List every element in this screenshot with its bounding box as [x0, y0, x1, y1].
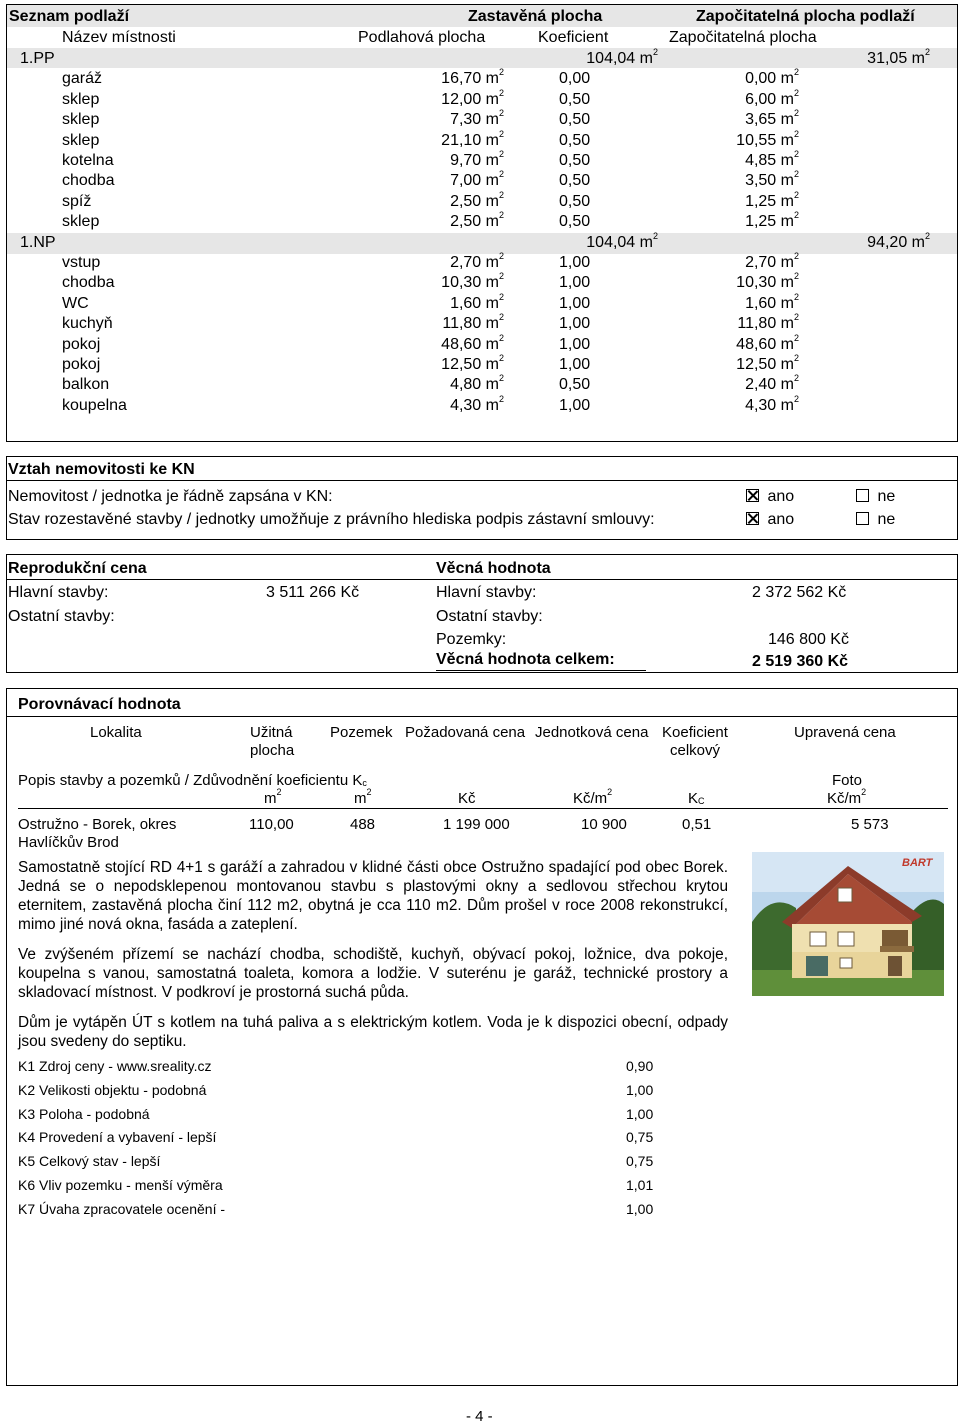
total-underline [436, 670, 646, 671]
description-paragraph-2: Ve zvýšeném přízemí se nachází chodba, schodiště, kuchyň, obývací pokoj, ložnice, dva pokoje, koupelna s vanou, samostatná toaleta, komora a lodžie. V suterénu je garáž, technické prostory a skladovací místnost. V podkroví je prostorná suchá půda. [18, 946, 728, 1001]
coefficient-value: 1,00 [626, 1105, 654, 1122]
room-name: chodba [62, 274, 115, 292]
room-name: vstup [62, 254, 101, 271]
entry-locality-2: Havlíčkův Brod [18, 834, 119, 851]
room-floor-area: 9,70 $m^2$ [450, 149, 504, 169]
room-coefficient: 1,00 [559, 274, 591, 292]
coefficient-value: 0,90 [626, 1058, 654, 1074]
col-countable-area-header: Započitatelná plocha [669, 29, 817, 46]
room-coefficient: 0,50 [559, 213, 591, 231]
room-countable-area: 1,25 $m^2$ [745, 210, 799, 231]
comparison-title: Porovnávací hodnota [18, 696, 181, 713]
room-countable-area: 2,70 $m^2$ [745, 251, 799, 271]
description-paragraph-3: Dům je vytápěn ÚT s kotlem na tuhá paliva a s elektrickým kotlem. Voda je k dispozici obecní, odpady jsou svedeny do septiku. [18, 1014, 728, 1050]
coefficient-label: K7 Úvaha zpracovatele ocenění - [18, 1200, 226, 1217]
values-title-rule [7, 579, 957, 580]
kn-title: Vztah nemovitosti ke KN [8, 461, 195, 478]
countable-area-floors-header: Započitatelná plocha podlaží [696, 8, 915, 25]
room-coefficient: 0,50 [559, 152, 591, 169]
room-countable-area: 11,80 $m^2$ [737, 312, 799, 333]
room-floor-area: 11,80 $m^2$ [442, 312, 504, 333]
room-coefficient: 0,00 [559, 70, 591, 88]
room-coefficient: 1,00 [559, 315, 591, 333]
hdr-coef-1: Koeficient [662, 724, 728, 741]
entry-unit: 10 900 [581, 816, 627, 833]
room-name: chodba [62, 172, 115, 190]
sub-unit-adj: $Kč/m^2$ [827, 787, 867, 807]
room-name: koupelna [62, 396, 127, 414]
reproduction-title: Reprodukční cena [8, 560, 147, 577]
coefficient-value: 0,75 [626, 1129, 654, 1146]
room-countable-area: 3,65 $m^2$ [745, 108, 799, 129]
room-countable-area: 10,55 $m^2$ [736, 128, 799, 149]
land-value: 146 800 Kč [768, 631, 849, 648]
room-coefficient: 1,00 [559, 396, 591, 414]
coefficient-label: K4 Provedení a vybavení - lepší [18, 1129, 217, 1146]
room-floor-area: 21,10 $m^2$ [441, 128, 504, 149]
hdr-unit-price: Jednotková cena [535, 724, 649, 741]
coefficient-label: K6 Vliv pozemku - menší výměra [18, 1177, 223, 1193]
room-name: sklep [62, 90, 100, 108]
entry-usable: 110,00 [249, 816, 294, 833]
room-coefficient: 0,50 [559, 111, 591, 129]
material-value-title: Věcná hodnota [436, 560, 551, 577]
kn-yes-label-1: ano [767, 488, 795, 505]
floor-name: 1.NP [20, 233, 56, 251]
room-coefficient: 1,00 [559, 335, 591, 353]
material-main-value: 2 372 562 Kč [752, 584, 847, 601]
house-photo [752, 852, 944, 996]
room-countable-area: 1,60 $m^2$ [745, 291, 799, 312]
room-countable-area: 48,60 $m^2$ [736, 332, 799, 353]
kn-no-option-1[interactable] [856, 489, 895, 505]
description-paragraph-1: Samostatně stojící RD 4+1 s garáží a zahradou v klidné části obce Ostružno spadající pod obec Borek. Jedná se o nepodsklepenou montovanou stavbu s plastovými okny a sedlovou střechou krytou eternitem, zastavěná plocha činí 112 m2, obytná je cca 110 m2. Dům prošel v roce 2008 rekonstrukcí, mimo jiné nová okna, fasáda a zateplení. [18, 859, 728, 933]
floor-1pp-shade [7, 48, 957, 68]
hdr-usable-1: Užitná [250, 724, 293, 741]
room-name: sklep [62, 111, 100, 129]
reproduction-other-label: Ostatní stavby: [8, 608, 115, 625]
sub-unit-kcm: $Kč/m^2$ [573, 787, 613, 807]
room-coefficient: 0,50 [559, 90, 591, 108]
room-name: pokoj [62, 335, 101, 353]
photo-logo: BART [902, 857, 933, 869]
entry-locality-1: Ostružno - Borek, okres [18, 816, 177, 833]
sub-unit-m: $m^2$ [264, 787, 282, 807]
col-room-header: Název místnosti [62, 29, 176, 46]
room-floor-area: 16,70 $m^2$ [441, 67, 504, 88]
checkbox-empty-icon[interactable] [856, 512, 869, 525]
col-floor-area-header: Podlahová plocha [358, 29, 486, 46]
hdr-usable-2: plocha [250, 742, 295, 759]
kn-title-rule [7, 480, 957, 481]
checkbox-checked-icon[interactable] [746, 512, 759, 525]
material-other-label: Ostatní stavby: [436, 608, 543, 625]
room-floor-area: 4,80 $m^2$ [450, 373, 504, 394]
floor-countable-area: 31,05 $m^2$ [867, 47, 930, 67]
sub-description: Popis stavby a pozemků / Zdůvodnění koeficientu Kc [18, 772, 367, 789]
room-coefficient: 0,50 [559, 192, 591, 210]
coefficient-label: K5 Celkový stav - lepší [18, 1153, 161, 1170]
sub-unit-k: KC [688, 790, 705, 807]
land-label: Pozemky: [436, 631, 507, 648]
sub-unit-kc: Kč [458, 790, 476, 807]
room-countable-area: 2,40 $m^2$ [745, 373, 799, 394]
material-total-label: Věcná hodnota celkem: [436, 651, 615, 668]
room-floor-area: 12,50 $m^2$ [441, 353, 504, 373]
coefficient-label: K3 Poloha - podobná [18, 1105, 150, 1122]
room-name: sklep [62, 213, 100, 231]
page-number: - 4 - [466, 1408, 493, 1425]
hdr-locality: Lokalita [90, 724, 142, 741]
floor-name: 1.PP [20, 50, 55, 67]
built-area-header: Zastavěná plocha [468, 8, 603, 25]
room-floor-area: 4,30 $m^2$ [450, 393, 504, 414]
room-countable-area: 12,50 $m^2$ [736, 353, 799, 373]
room-floor-area: 48,60 $m^2$ [441, 332, 504, 353]
entry-asked: 1 199 000 [443, 816, 510, 833]
room-countable-area: 10,30 $m^2$ [736, 271, 799, 292]
kn-no-label-2: ne [877, 511, 896, 528]
room-coefficient: 1,00 [559, 254, 591, 271]
coefficient-value: 1,00 [626, 1081, 654, 1098]
room-name: kotelna [62, 152, 114, 169]
checkbox-empty-icon[interactable] [856, 489, 869, 502]
kn-yes-option-2[interactable] [746, 512, 794, 528]
room-floor-area: 2,70 $m^2$ [450, 251, 504, 271]
kn-question-2: Stav rozestavěné stavby / jednotky umožňuje z právního hlediska podpis zástavní smlouvy: [8, 511, 655, 528]
room-name: balkon [62, 376, 110, 394]
material-main-label: Hlavní stavby: [436, 584, 537, 601]
coefficient-label: K2 Velikosti objektu - podobná [18, 1081, 207, 1098]
room-coefficient: 1,00 [559, 294, 591, 312]
entry-land: 488 [350, 816, 376, 833]
hdr-coef-2: celkový [670, 742, 721, 759]
col-coefficient-header: Koeficient [538, 29, 609, 46]
room-name: kuchyň [62, 315, 113, 333]
room-name: sklep [62, 131, 100, 149]
kn-yes-option-1[interactable] [746, 489, 794, 505]
room-coefficient: 0,50 [559, 172, 591, 190]
room-countable-area: 1,25 $m^2$ [745, 189, 799, 210]
entry-coef: 0,51 [682, 816, 712, 833]
floor-1np-shade [7, 230, 957, 254]
kn-yes-label-2: ano [767, 511, 795, 528]
checkbox-checked-icon[interactable] [746, 489, 759, 502]
floor-built-area: 104,04 $m^2$ [586, 47, 658, 67]
comparison-sub-rule [18, 808, 948, 809]
coefficient-value: 1,01 [626, 1177, 654, 1193]
hdr-asked-price: Požadovaná cena [405, 724, 526, 741]
room-floor-area: 12,00 $m^2$ [441, 87, 504, 108]
material-total-value: 2 519 360 Kč [752, 653, 849, 670]
room-countable-area: 3,50 $m^2$ [745, 169, 799, 190]
room-floor-area: 1,60 $m^2$ [450, 291, 504, 312]
room-name: pokoj [62, 356, 101, 373]
room-floor-area: 2,50 $m^2$ [450, 210, 504, 231]
room-name: WC [62, 294, 89, 312]
sub-photo: Foto [832, 772, 863, 789]
coefficient-label: K1 Zdroj ceny - www.sreality.cz [18, 1058, 212, 1074]
room-coefficient: 1,00 [559, 356, 591, 373]
floor-countable-area: 94,20 $m^2$ [867, 230, 930, 251]
entry-adjusted: 5 573 [851, 816, 889, 833]
room-countable-area: 4,85 $m^2$ [745, 149, 799, 169]
room-coefficient: 0,50 [559, 131, 591, 149]
room-floor-area: 7,30 $m^2$ [450, 108, 504, 129]
room-countable-area: 6,00 $m^2$ [745, 87, 799, 108]
coefficient-value: 1,00 [626, 1200, 654, 1217]
room-floor-area: 10,30 $m^2$ [441, 271, 504, 292]
floors-title: Seznam podlaží [9, 8, 130, 25]
kn-no-option-2[interactable] [856, 512, 895, 528]
kn-no-label-1: ne [877, 488, 896, 505]
room-coefficient: 0,50 [559, 376, 591, 394]
sub-unit-m2: $m^2$ [354, 787, 372, 807]
house-illustration [752, 852, 944, 996]
kn-question-1: Nemovitost / jednotka je řádně zapsána v KN: [8, 488, 333, 505]
reproduction-main-label: Hlavní stavby: [8, 584, 109, 601]
room-name: garáž [62, 70, 103, 88]
room-floor-area: 2,50 $m^2$ [450, 189, 504, 210]
reproduction-main-value: 3 511 266 Kč [266, 584, 360, 601]
comparison-title-rule [7, 716, 957, 717]
room-name: spíž [62, 192, 92, 210]
room-countable-area: 4,30 $m^2$ [745, 393, 799, 414]
room-countable-area: 0,00 $m^2$ [745, 67, 799, 88]
floor-built-area: 104,04 $m^2$ [586, 230, 658, 251]
hdr-adjusted: Upravená cena [794, 724, 896, 741]
room-floor-area: 7,00 $m^2$ [450, 169, 504, 190]
hdr-land: Pozemek [330, 724, 393, 741]
coefficient-value: 0,75 [626, 1153, 654, 1170]
